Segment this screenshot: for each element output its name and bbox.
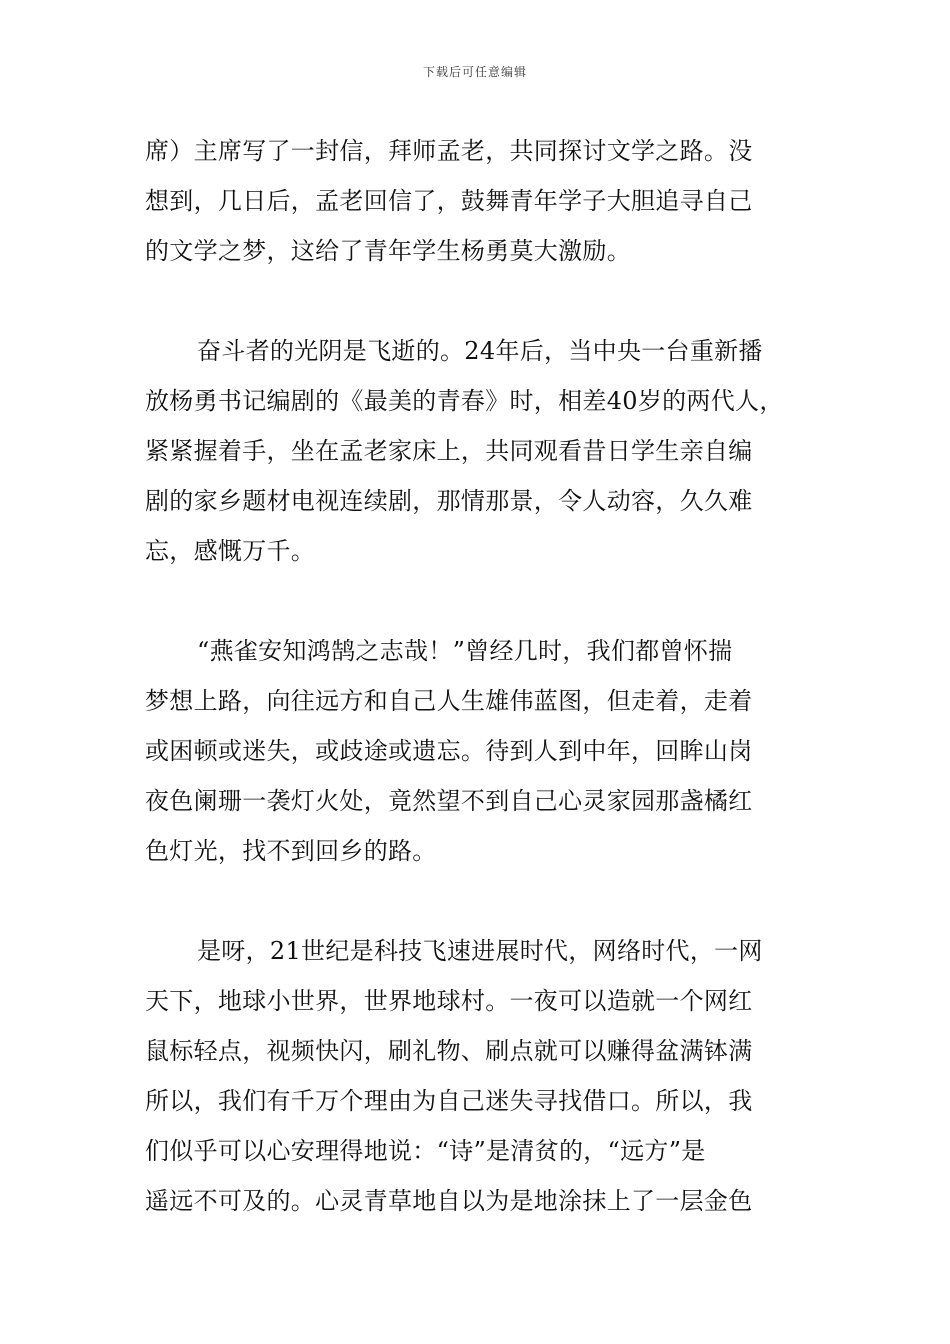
- text-line: 梦想上路，向往远方和自己人生雄伟蓝图，但走着，走着: [145, 687, 753, 715]
- text-line: 忘，感慨万千。: [145, 537, 316, 565]
- text-line: 天下，地球小世界，世界地球村。一夜可以造就一个网红: [145, 987, 753, 1015]
- paragraph-2: [145, 326, 815, 576]
- text-line: 色灯光，找不到回乡的路。: [145, 837, 437, 865]
- text-line: “燕雀安知鸿鹄之志哉！”曾经几时，我们都曾怀揣: [197, 637, 733, 665]
- text-line: 放杨勇书记编剧的《最美的青春》时，相差40岁的两代人，: [145, 387, 784, 415]
- text-line: 剧的家乡题材电视连续剧，那情那景，令人动容，久久难: [145, 487, 753, 515]
- paragraph-gap: [145, 876, 815, 926]
- text-line: 席）主席写了一封信，拜师孟老，共同探讨文学之路。没: [145, 137, 753, 165]
- paragraph-gap: [145, 276, 815, 326]
- text-line: 奋斗者的光阴是飞逝的。24年后，当中央一台重新播: [197, 337, 763, 365]
- text-line: 所以，我们有千万个理由为自己迷失寻找借口。所以，我: [145, 1087, 753, 1115]
- text-line: 鼠标轻点，视频快闪，刷礼物、刷点就可以赚得盆满钵满: [145, 1037, 753, 1065]
- text-line: 们似乎可以心安理得地说：“诗”是清贫的，“远方”是: [145, 1137, 706, 1165]
- paragraph-3: [145, 626, 815, 876]
- text-line: 或困顿或迷失，或歧途或遗忘。待到人到中年，回眸山岗: [145, 737, 753, 765]
- text-line: 夜色阑珊一袭灯火处，竟然望不到自己心灵家园那盏橘红: [145, 787, 753, 815]
- text-line: 的文学之梦，这给了青年学生杨勇莫大激励。: [145, 237, 631, 265]
- text-line: 紧紧握着手，坐在孟老家床上，共同观看昔日学生亲自编: [145, 437, 753, 465]
- document-body: [145, 126, 815, 1226]
- text-line: 想到，几日后，孟老回信了，鼓舞青年学子大胆追寻自己: [145, 187, 753, 215]
- paragraph-4: [145, 926, 815, 1226]
- text-line: 是呀，21世纪是科技飞速进展时代，网络时代，一网: [197, 937, 763, 965]
- page-header-note: 下载后可任意编辑: [422, 65, 527, 79]
- paragraph-1: [145, 126, 815, 276]
- text-line: 遥远不可及的。心灵青草地自以为是地涂抹上了一层金色: [145, 1187, 753, 1215]
- paragraph-gap: [145, 576, 815, 626]
